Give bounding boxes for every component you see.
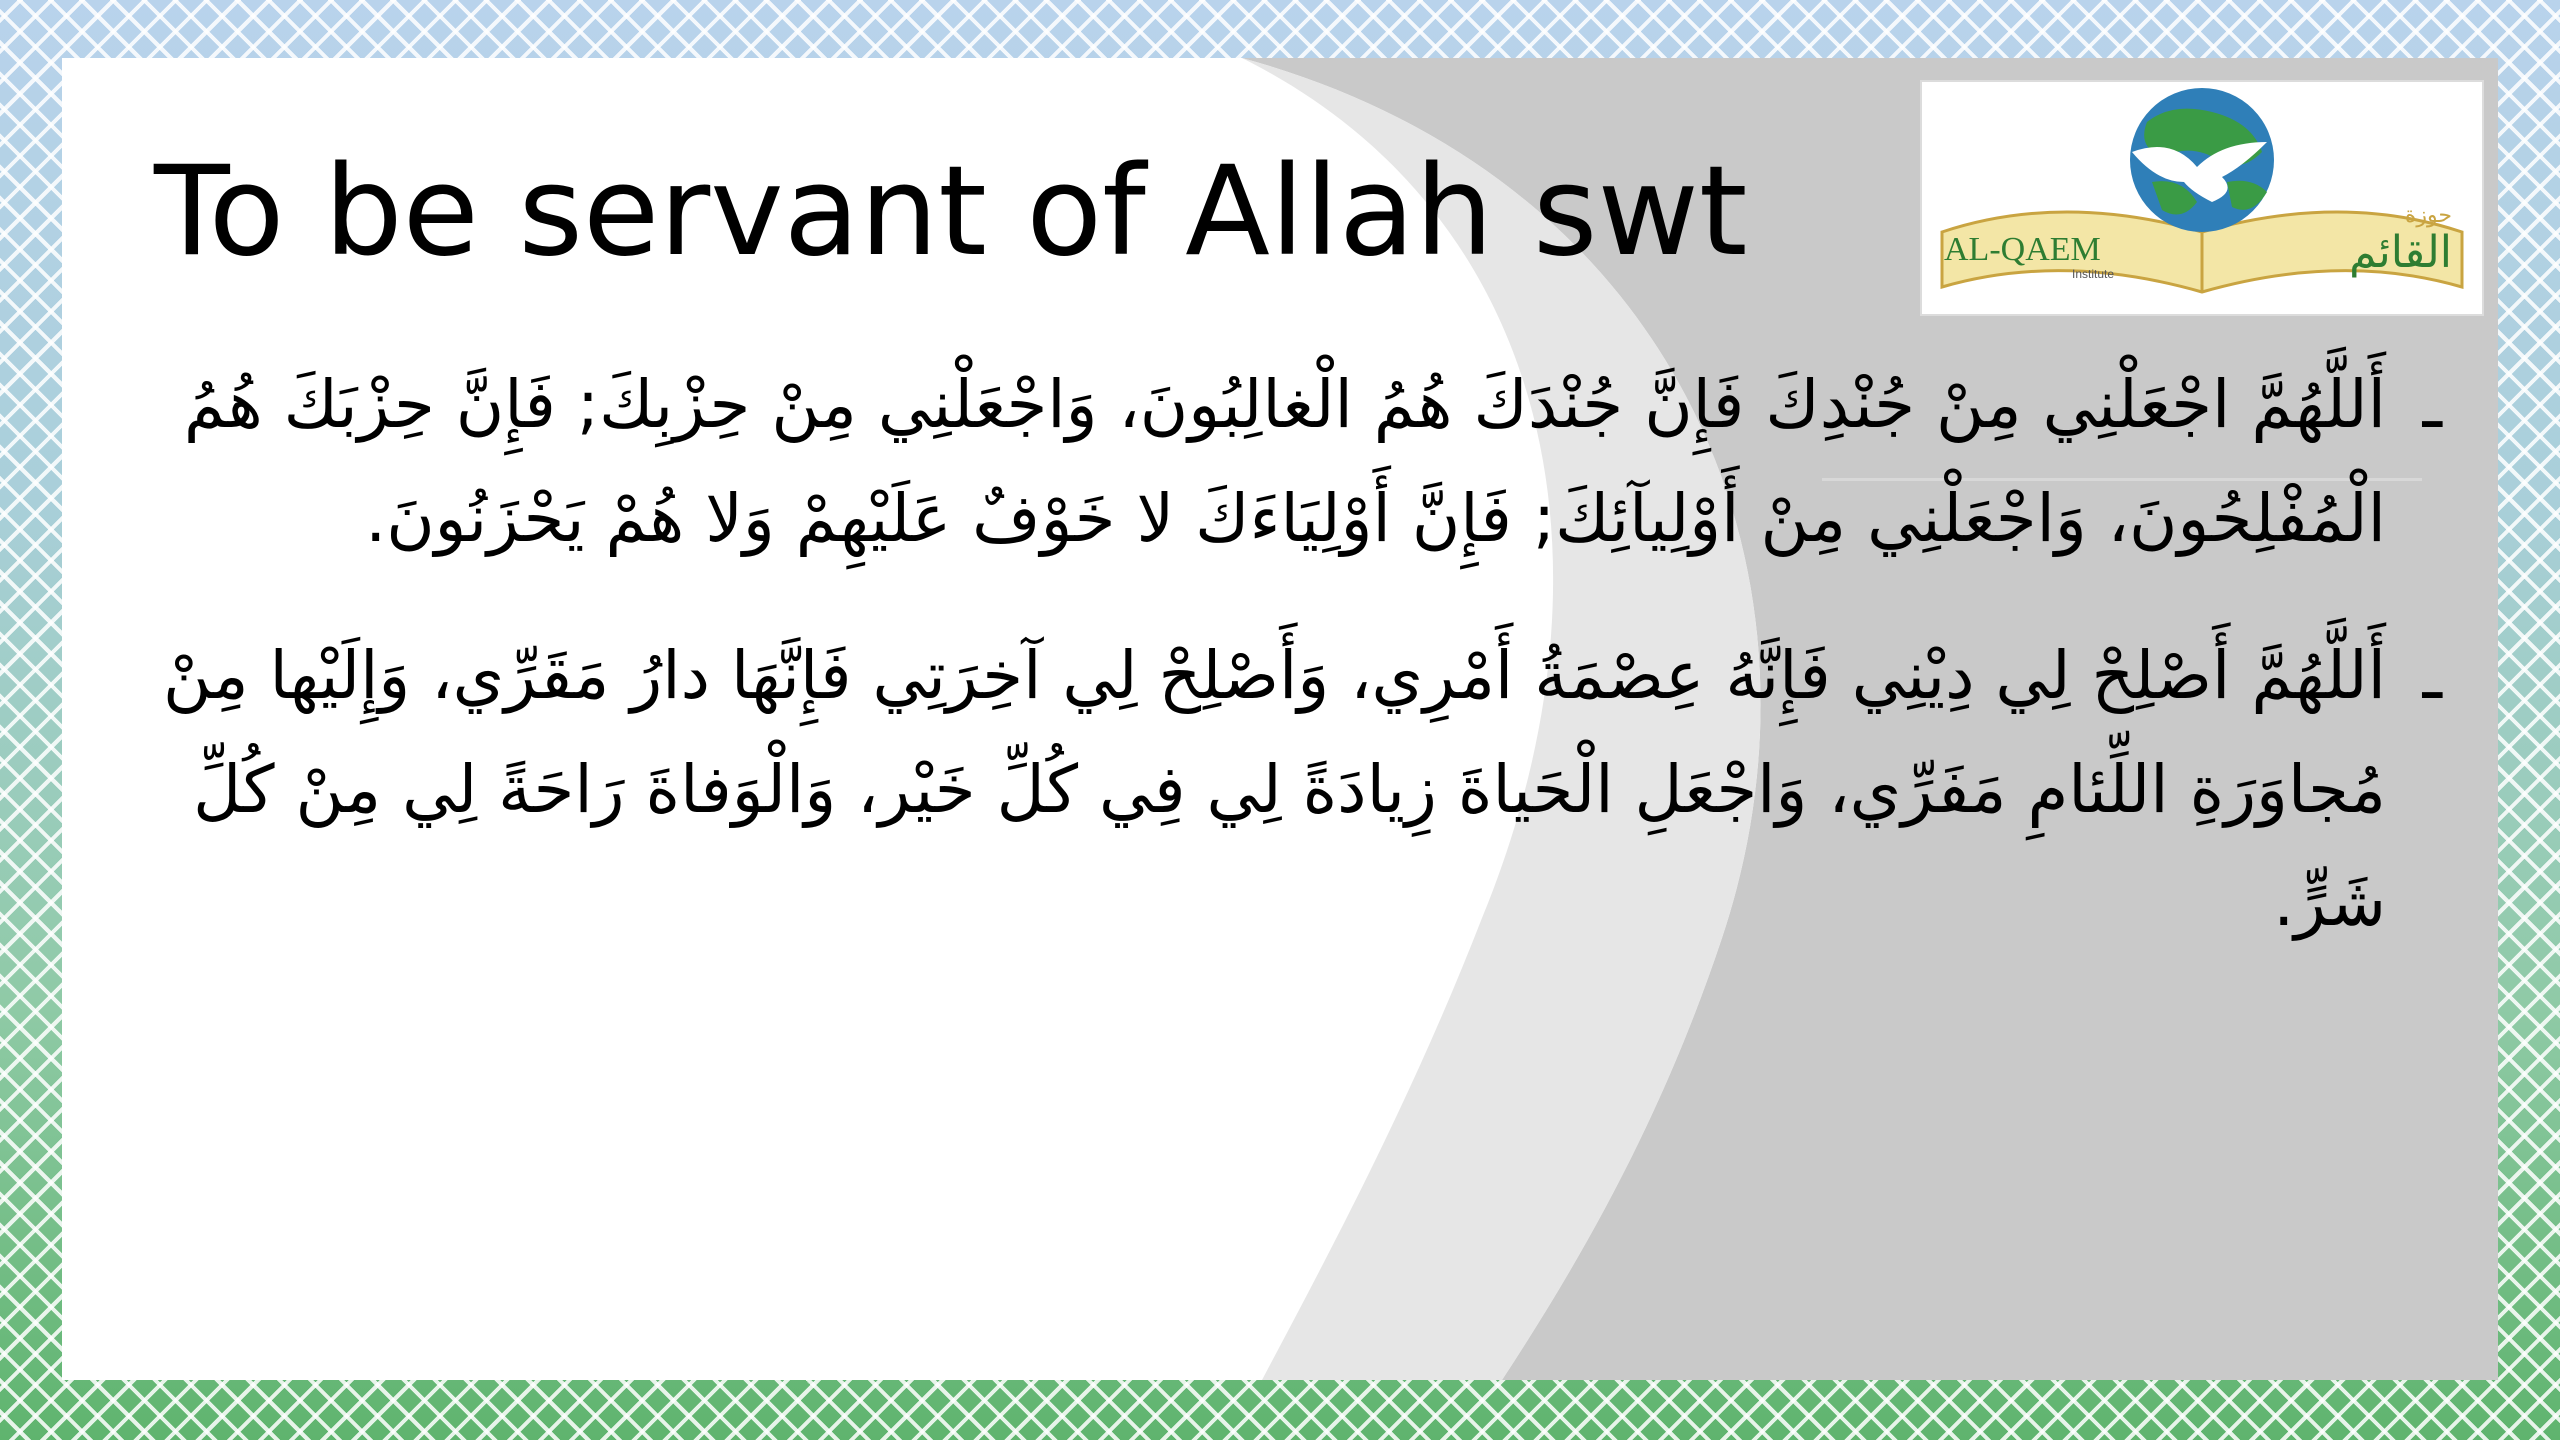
dua-text: أَللَّهُمَّ اجْعَلْنِي مِنْ جُنْدِكَ فَإِنَّ جُنْدَكَ هُمُ الْغالِبُونَ، وَاجْعَلْنِي مِنْ حِزْبِكَ; فَإِنَّ حِزْبَكَ هُمُ الْمُفْلِحُونَ، وَاجْعَلْنِي مِنْ أَوْلِيآئِكَ; فَإِنَّ أَوْلِيَاءَكَ لا خَوْفٌ عَلَيْهِمْ وَلا هُمْ يَحْزَنُونَ. [183,366,2386,557]
logo-label-ar: حوزة [2404,203,2452,228]
logo-name-ar: القائم [2349,227,2452,278]
bullet-marker: ـ [2422,366,2442,443]
al-qaem-logo [1920,80,2484,316]
logo-subtitle-en: Institute [2072,267,2115,281]
logo-name-en: AL-QAEM [1944,231,2101,268]
dua-item [142,348,2442,575]
logo-graphic [1922,82,2482,314]
dua-item [142,619,2442,960]
dua-text: أَللَّهُمَّ أَصْلِحْ لِي دِيْنِي فَإِنَّهُ عِصْمَةُ أَمْرِي، وَأَصْلِحْ لِي آخِرَتِي فَإِنَّهَا دارُ مَقَرِّي، وَإِلَيْها مِنْ مُجاوَرَةِ اللِّئامِ مَفَرِّي، وَاجْعَلِ الْحَياةَ زِيادَةً لِي فِي كُلِّ خَيْر، وَالْوَفاةَ رَاحَةً لِي مِنْ كُلِّ شَرٍّ. [162,637,2386,942]
slide-content-area [62,58,2498,1380]
bullet-marker: ـ [2422,637,2442,715]
slide-title: To be servant of Allah swt [154,140,1748,284]
dua-list [142,348,2442,1004]
